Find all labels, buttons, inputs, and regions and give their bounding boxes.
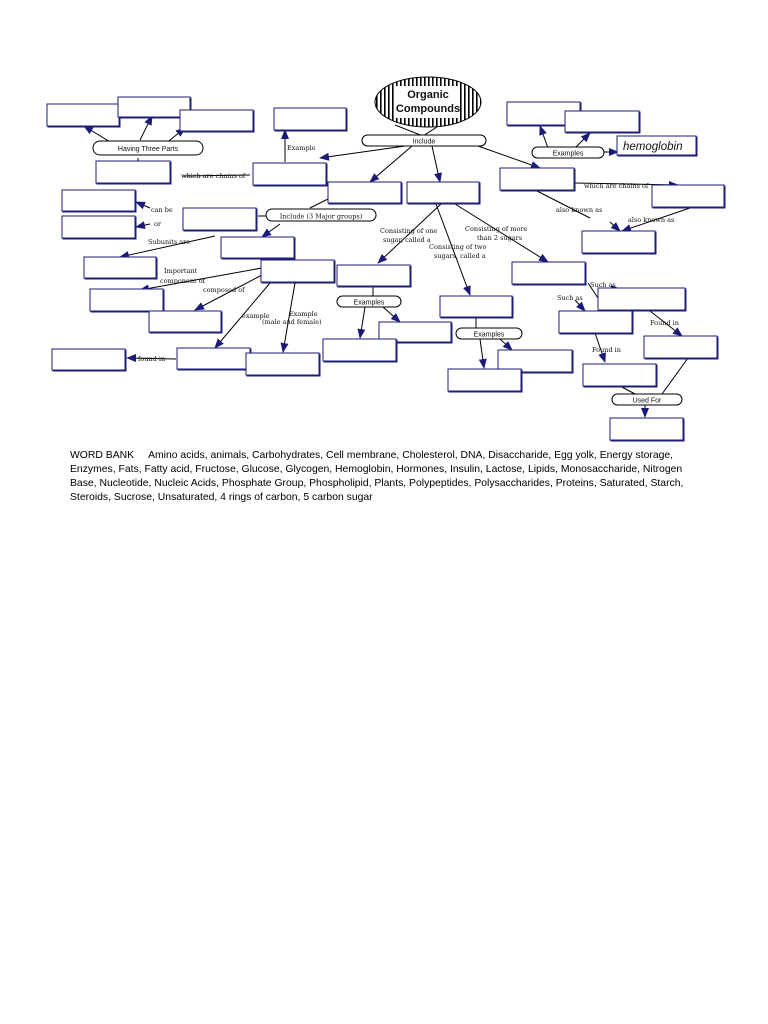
title-oval (375, 77, 481, 127)
example-lower-link: example (242, 312, 270, 320)
word-bank-terms: Amino acids, animals, Carbohydrates, Cell membrane, Cholesterol, DNA, Disaccharide, Egg yolk, Energy storage, Enzymes, Fats, Fatty acid, Fructose, Glucose, Glycogen, Hemoglobin, Hormones, Insulin, Lactose, Lipids, Monosaccharide, Nitrogen Base, Nucleotide, Nucleic Acids, Phosphate Group, Phospholipid, Plants, Polypeptides, Polysaccharides, Proteins, Saturated, Starch, Steroids, Sucrose, Unsaturated, 4 rings of carbon, 5 carbon sugar (70, 450, 684, 503)
examples-mono-label: Examples (353, 299, 385, 307)
answer-box (407, 182, 479, 203)
answer-box (583, 364, 656, 386)
examples-protein-label: Examples (552, 150, 584, 158)
which-chains-right: which are chains of (584, 182, 649, 190)
answer-box (440, 296, 512, 317)
answer-box (644, 336, 717, 358)
answer-box (84, 257, 156, 278)
title-line-1: Organic (407, 89, 449, 101)
subunits-are-link: Subunits are (148, 238, 191, 246)
two-sugars-link-1: Consisting of two (429, 243, 487, 251)
one-sugar-link-2: sugar, called a (383, 236, 431, 244)
answer-box (149, 311, 221, 332)
answer-box (652, 185, 724, 207)
such-as-2: Such as (590, 281, 616, 289)
found-in-left-link: found in (138, 355, 166, 363)
important-link-1: Important (164, 267, 198, 275)
found-in-mid: Found in (592, 346, 621, 354)
used-for-label: Used For (632, 397, 662, 405)
answer-box (221, 237, 294, 258)
answer-box (274, 108, 346, 130)
answer-box (261, 260, 334, 282)
answer-box (328, 182, 401, 203)
more-sugars-link-1: Consisting of more (465, 225, 528, 233)
answer-box (96, 161, 170, 183)
answer-box (582, 231, 655, 253)
answer-box (253, 163, 326, 185)
example-male-link-1: Example (289, 310, 318, 318)
answer-box (500, 168, 574, 190)
composed-of-link: composed of (203, 286, 245, 294)
include-label: Include (412, 138, 436, 146)
answer-box (559, 311, 632, 333)
answer-box (448, 369, 521, 391)
can-be-link: can be (151, 206, 173, 214)
answer-box (177, 348, 250, 369)
answer-box (47, 104, 119, 126)
also-known-as-1: also known as (556, 206, 603, 214)
answer-box (610, 418, 683, 440)
one-sugar-link-1: Consisting of one (380, 227, 438, 235)
also-known-as-2: also known as (628, 216, 675, 224)
answer-box (62, 216, 135, 238)
answer-box (598, 288, 685, 310)
such-as-1: Such as (557, 294, 583, 302)
answer-box (565, 111, 639, 132)
two-sugars-link-2: sugars, called a (434, 252, 486, 260)
concept-map (0, 0, 768, 450)
answer-box (323, 339, 396, 361)
having-three-parts-label: Having Three Parts (117, 146, 179, 153)
title-line-2: Compounds (395, 103, 461, 115)
or-link: or (154, 220, 162, 228)
word-bank (70, 449, 710, 505)
answer-box (180, 110, 253, 131)
example-male-link-2: (male and female) (262, 318, 322, 326)
answer-box (62, 190, 135, 211)
answer-box (337, 265, 410, 286)
important-link-2: component of (160, 277, 206, 285)
answer-box (183, 208, 256, 230)
answer-box (246, 353, 319, 375)
examples-di-label: Examples (473, 331, 505, 339)
hemoglobin-text: hemoglobin (623, 141, 683, 153)
more-sugars-link-2: than 2 sugars (477, 234, 523, 242)
answer-box (90, 289, 163, 311)
answer-box (118, 97, 190, 117)
word-bank-heading: WORD BANK (70, 450, 135, 461)
answer-box (512, 262, 585, 284)
example-link: Example (287, 144, 316, 152)
which-chains-left: which are chains of (181, 172, 246, 180)
found-in-right: Found in (650, 319, 679, 327)
include-3-groups-label: Include (3 Major groups) (279, 212, 363, 221)
answer-box (52, 349, 125, 370)
